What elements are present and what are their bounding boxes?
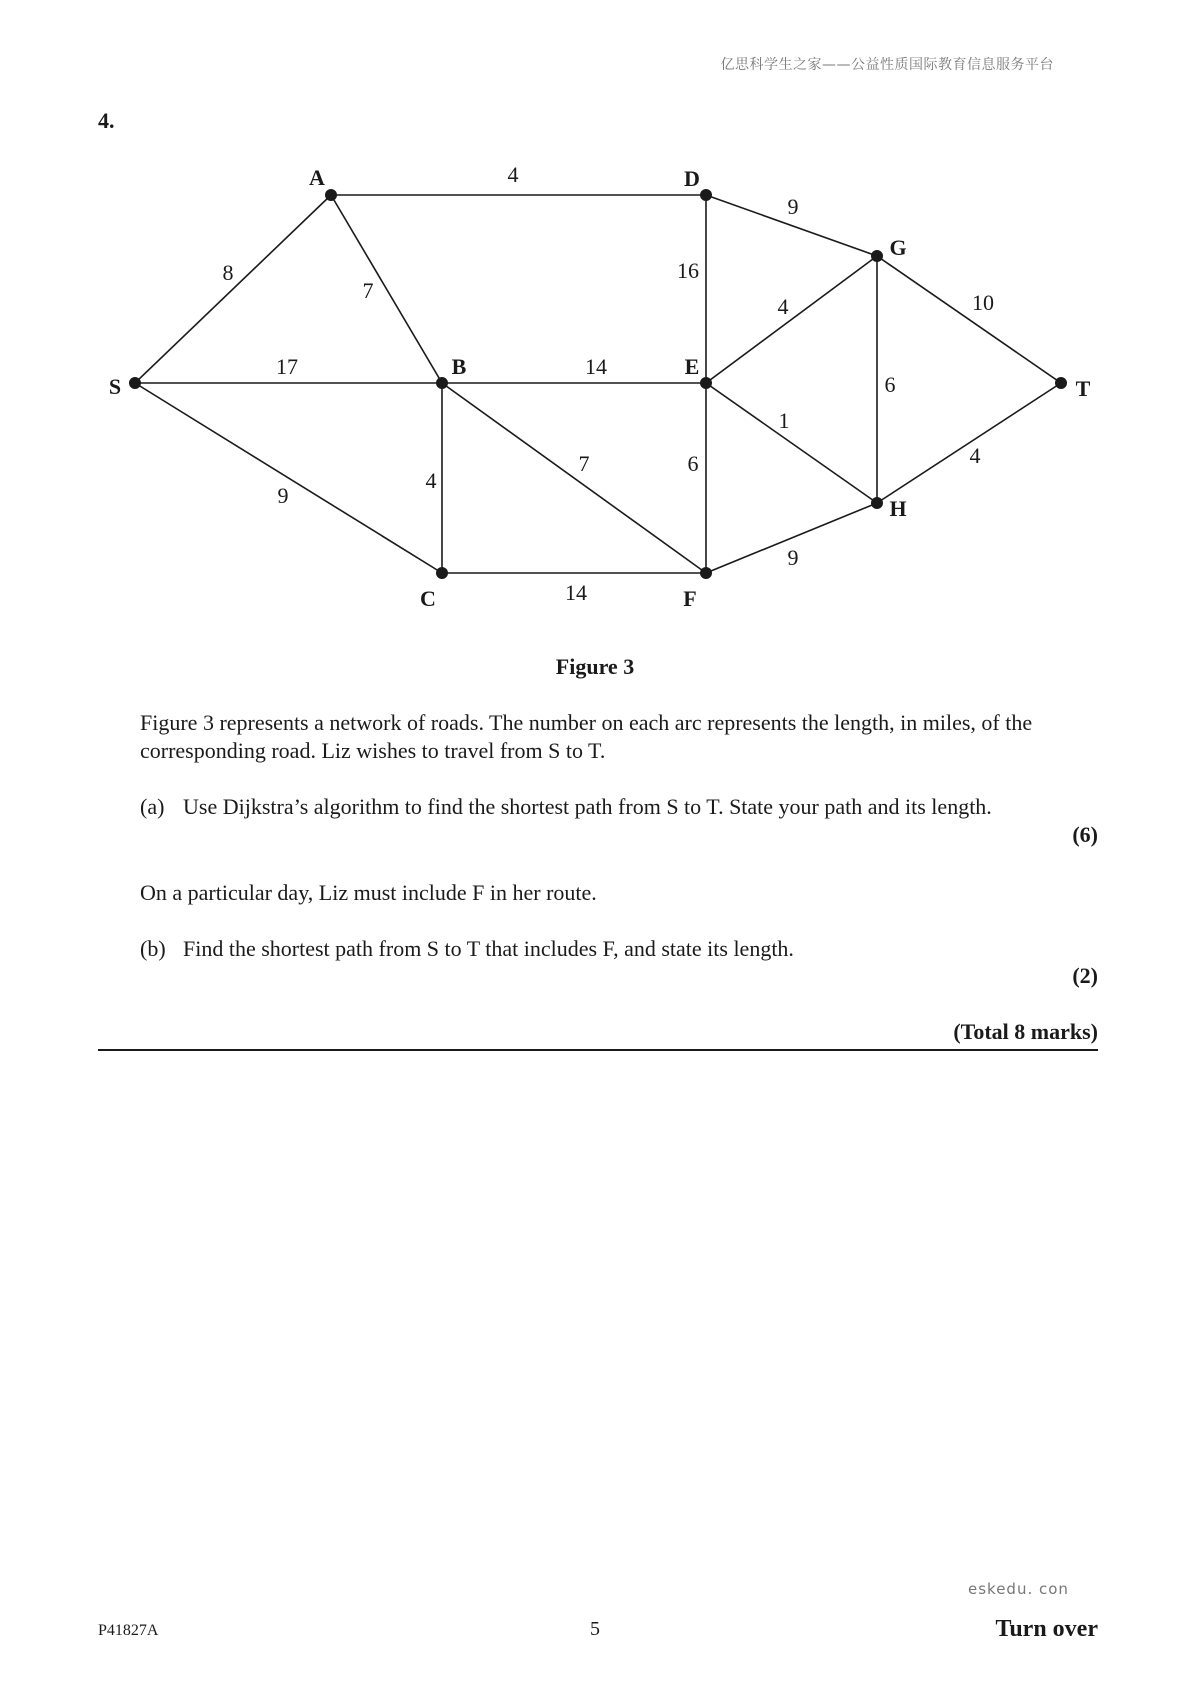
middle-statement: On a particular day, Liz must include F in her route. — [140, 880, 597, 905]
section-divider — [98, 1049, 1098, 1051]
edge-weight-f-h: 9 — [787, 545, 799, 570]
part-b — [140, 935, 1098, 963]
edge-g-t — [877, 256, 1061, 383]
figure-caption: Figure 3 — [555, 654, 635, 679]
edge-weight-g-t: 10 — [972, 290, 994, 315]
edge-weight-h-t: 4 — [969, 443, 981, 468]
node-c — [436, 567, 448, 579]
node-label-s: S — [108, 374, 122, 399]
edge-weight-e-g: 4 — [777, 294, 789, 319]
part-a-text: Use Dijkstra’s algorithm to find the shortest path from S to T. State your path and its length. — [183, 794, 992, 819]
edge-weight-b-f: 7 — [578, 451, 590, 476]
node-label-d: D — [684, 166, 700, 191]
node-t — [1055, 377, 1067, 389]
edge-weight-a-b: 7 — [362, 278, 374, 303]
question-intro: Figure 3 represents a network of roads. The number on each arc represents the length, in miles, of the corresponding road. Liz wishes to travel from S to T. — [140, 710, 1033, 763]
node-g — [871, 250, 883, 262]
node-label-e: E — [684, 354, 700, 379]
edge-weight-s-b: 17 — [276, 354, 298, 379]
node-s — [129, 377, 141, 389]
edge-s-a — [135, 195, 331, 383]
edge-weight-b-e: 14 — [585, 354, 607, 379]
edge-a-b — [331, 195, 442, 383]
edge-weight-a-d: 4 — [507, 162, 519, 187]
question-number: 4. — [98, 108, 115, 133]
node-label-b: B — [451, 354, 467, 379]
part-a-marks: (6) — [1072, 822, 1098, 847]
edge-weight-s-a: 8 — [222, 260, 234, 285]
part-b-text: Find the shortest path from S to T that includes F, and state its length. — [183, 936, 794, 961]
node-label-c: C — [420, 586, 436, 611]
node-label-a: A — [309, 165, 325, 190]
edge-weight-d-g: 9 — [787, 194, 799, 219]
edge-weight-e-h: 1 — [778, 408, 790, 433]
node-h — [871, 497, 883, 509]
header-watermark: 亿思科学生之家——公益性质国际教育信息服务平台 — [720, 57, 1054, 73]
node-a — [325, 189, 337, 201]
edge-weight-c-f: 14 — [565, 580, 587, 605]
footer-website: eskedu. con — [968, 1580, 1069, 1598]
edge-e-g — [706, 256, 877, 383]
road-network-diagram — [0, 0, 1190, 640]
edge-weight-s-c: 9 — [277, 483, 289, 508]
edge-weight-d-e: 16 — [677, 258, 699, 283]
part-b-marks: (2) — [1072, 963, 1098, 988]
node-label-t: T — [1075, 376, 1091, 401]
edge-b-f — [442, 383, 706, 573]
edge-e-h — [706, 383, 877, 503]
total-marks: (Total 8 marks) — [953, 1019, 1098, 1044]
edge-weight-g-h: 6 — [884, 372, 896, 397]
footer-turn-over: Turn over — [995, 1616, 1098, 1642]
node-d — [700, 189, 712, 201]
footer-paper-code: P41827A — [98, 1622, 159, 1639]
node-label-f: F — [683, 586, 697, 611]
part-a — [140, 793, 1098, 821]
node-label-g: G — [889, 235, 907, 260]
node-e — [700, 377, 712, 389]
edge-weight-b-c: 4 — [425, 468, 437, 493]
part-a-label: (a) — [140, 794, 165, 819]
footer-page-number: 5 — [590, 1618, 600, 1640]
node-b — [436, 377, 448, 389]
part-b-label: (b) — [140, 936, 166, 961]
edge-s-c — [135, 383, 442, 573]
node-f — [700, 567, 712, 579]
node-label-h: H — [889, 496, 907, 521]
edge-weight-e-f: 6 — [687, 451, 699, 476]
